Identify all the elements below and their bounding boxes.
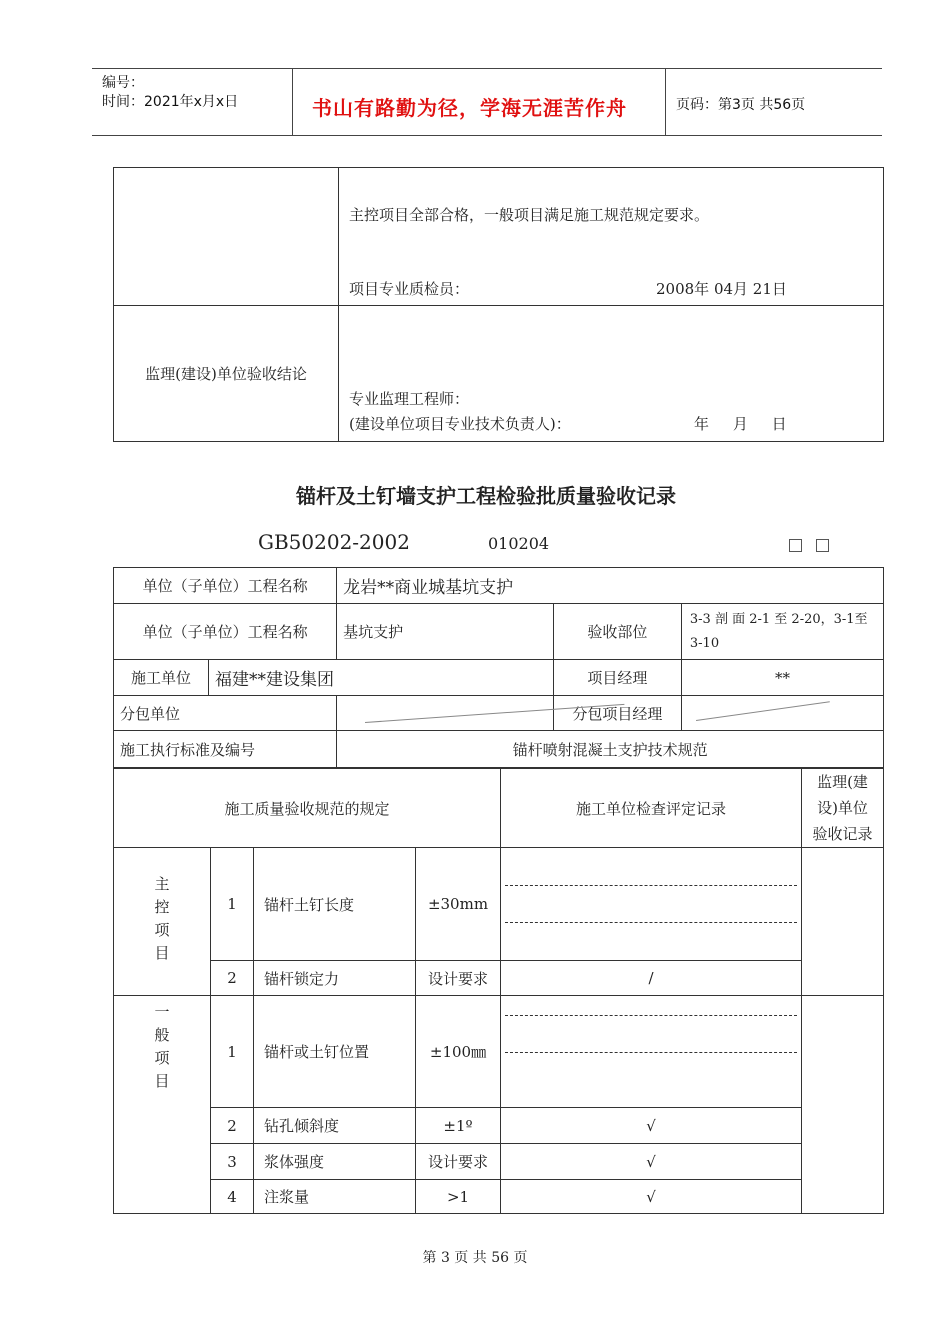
- engineer-label: 专业监理工程师：: [349, 390, 470, 408]
- item-result: [501, 848, 802, 961]
- general-group-label: 一般项目: [152, 1004, 171, 1096]
- item-result: √: [501, 1108, 802, 1144]
- conclusion-label-cell: [114, 168, 339, 306]
- pm-label: 项目经理: [553, 660, 681, 696]
- std-value: 锚杆喷射混凝土支护技术规范: [337, 731, 884, 768]
- sub-name-value: 基坑支护: [337, 604, 554, 660]
- sub-name-label: 单位（子单位）工程名称: [114, 604, 337, 660]
- conclusion-text: 主控项目全部合格，一般项目满足施工规范规定要求。: [349, 206, 710, 224]
- items-table: [113, 768, 884, 1214]
- subcontractor-value: [337, 696, 554, 731]
- checkbox-2[interactable]: [816, 539, 829, 552]
- header-top-rule: [92, 68, 882, 69]
- item-no: 3: [211, 1144, 254, 1180]
- unit-name-value: 龙岩**商业城基坑支护: [337, 568, 884, 604]
- item-no: 1: [211, 848, 254, 961]
- conclusion-content-cell: [339, 168, 884, 306]
- inspector-label: 项目专业质检员：: [349, 280, 470, 298]
- contractor-value: 福建**建设集团: [209, 660, 554, 696]
- sub-pm-value: [681, 696, 883, 731]
- subcontractor-label: 分包单位: [114, 696, 337, 731]
- item-name: 注浆量: [254, 1180, 416, 1214]
- info-table: [113, 567, 884, 768]
- header-page: 页码：第3页 共56页: [676, 97, 806, 113]
- item-tolerance: 设计要求: [416, 961, 501, 996]
- page-footer: 第 3 页 共 56 页: [422, 1250, 528, 1266]
- header-number: 编号：: [102, 75, 144, 91]
- pm-value: **: [681, 660, 883, 696]
- item-name: 锚杆锁定力: [254, 961, 416, 996]
- header-bottom-rule: [92, 135, 882, 136]
- item-tolerance: ±100㎜: [416, 996, 501, 1108]
- inspector-date: 2008年 04月 21日: [656, 280, 787, 298]
- col-check: 施工单位检查评定记录: [501, 769, 802, 848]
- supervision-content-cell: [339, 306, 884, 442]
- header-divider-2: [665, 68, 666, 136]
- main-supervision-cell: [802, 848, 884, 996]
- acceptance-part-value: 3-3 剖 面 2-1 至 2-20，3-1至3-10: [681, 604, 883, 660]
- item-tolerance: >1: [416, 1180, 501, 1214]
- item-result: [501, 996, 802, 1108]
- builder-label: (建设单位项目专业技术负责人)：: [349, 415, 571, 433]
- general-group-cell: [114, 996, 211, 1214]
- item-no: 1: [211, 996, 254, 1108]
- item-result: /: [501, 961, 802, 996]
- general-supervision-cell: [802, 996, 884, 1214]
- header-motto: 书山有路勤为径，学海无涯苦作舟: [312, 96, 627, 120]
- item-name: 锚杆土钉长度: [254, 848, 416, 961]
- form-code: 010204: [488, 534, 550, 553]
- item-tolerance: 设计要求: [416, 1144, 501, 1180]
- item-result: √: [501, 1180, 802, 1214]
- date-blank: 年 月 日: [694, 415, 787, 433]
- checkbox-group: [775, 537, 829, 556]
- main-group-label: 主控项目: [152, 875, 171, 968]
- supervision-label: 监理(建设)单位验收结论: [114, 306, 339, 442]
- standard-code: GB50202-2002: [258, 530, 410, 554]
- main-group-cell: [114, 848, 211, 996]
- acceptance-part-label: 验收部位: [553, 604, 681, 660]
- item-tolerance: ±30mm: [416, 848, 501, 961]
- conclusion-table: [113, 167, 884, 442]
- item-no: 4: [211, 1180, 254, 1214]
- item-name: 锚杆或土钉位置: [254, 996, 416, 1108]
- item-result: √: [501, 1144, 802, 1180]
- item-tolerance: ±1º: [416, 1108, 501, 1144]
- unit-name-label: 单位（子单位）工程名称: [114, 568, 337, 604]
- item-no: 2: [211, 961, 254, 996]
- item-name: 钻孔倾斜度: [254, 1108, 416, 1144]
- contractor-label: 施工单位: [114, 660, 209, 696]
- item-name: 浆体强度: [254, 1144, 416, 1180]
- document-title: 锚杆及土钉墙支护工程检验批质量验收记录: [296, 484, 676, 508]
- sub-pm-label: 分包项目经理: [553, 696, 681, 731]
- col-supervision: 监理(建设)单位验收记录: [802, 769, 884, 848]
- header-divider-1: [292, 68, 293, 136]
- header-time: 时间：2021年x月x日: [102, 94, 239, 110]
- col-spec: 施工质量验收规范的规定: [114, 769, 501, 848]
- std-label: 施工执行标准及编号: [114, 731, 337, 768]
- item-no: 2: [211, 1108, 254, 1144]
- diagonal-line: [696, 701, 830, 721]
- checkbox-1[interactable]: [789, 539, 802, 552]
